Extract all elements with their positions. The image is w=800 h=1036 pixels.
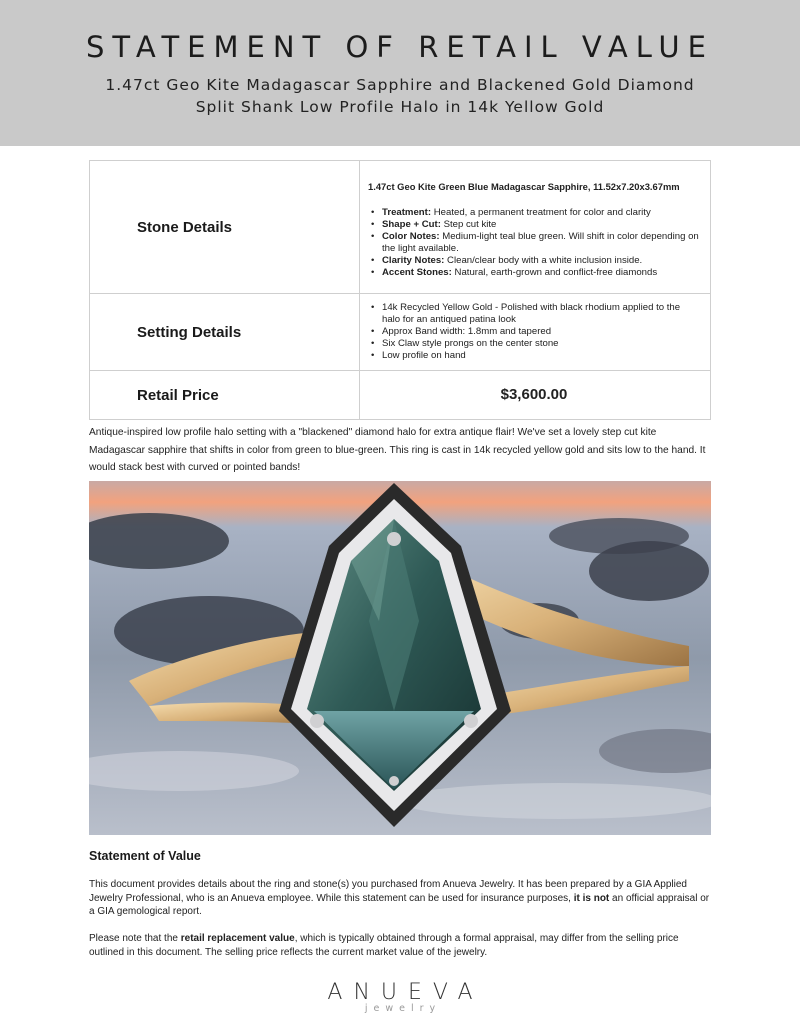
list-item: • 14k Recycled Yellow Gold - Polished with black rhodium applied to the halo for an antiqued patina look <box>368 302 700 326</box>
logo-brand: ANUEVA <box>327 980 484 1005</box>
details-table <box>89 160 711 420</box>
page-title: STATEMENT OF RETAIL VALUE <box>86 30 714 64</box>
ring-photo <box>89 481 711 835</box>
setting-details-row <box>90 294 711 371</box>
statement-paragraph-1: This document provides details about the ring and stone(s) you purchased from Anueva Jewelry. It has been prepared by a GIA Applied Jewelry Professional, who is an Anueva employee. While this statement can be used for insurance purposes, it is not an official appraisal or a GIA gemological report. <box>89 879 710 917</box>
logo-subtitle: jewelry <box>364 1003 442 1014</box>
statement-paragraph-2: Please note that the retail replacement value, which is typically obtained through a formal appraisal, may differ from the selling price outlined in this document. The selling price reflects the current market value of the jewelry. <box>89 933 679 958</box>
header-banner <box>0 0 800 146</box>
list-item: • Accent Stones: Natural, earth-grown and conflict-free diamonds <box>368 267 700 279</box>
stone-details-row <box>90 161 711 294</box>
anueva-logo <box>0 980 800 1014</box>
stone-details-label: Stone Details <box>90 161 360 294</box>
list-item: • Approx Band width: 1.8mm and tapered <box>368 326 700 338</box>
page-subtitle <box>60 74 740 118</box>
retail-price-row <box>90 371 711 420</box>
retail-price-label: Retail Price <box>90 371 360 420</box>
stone-title: 1.47ct Geo Kite Green Blue Madagascar Sapphire, 11.52x7.20x3.67mm <box>368 181 680 192</box>
list-item: • Shape + Cut: Step cut kite <box>368 219 700 231</box>
list-item: • Low profile on hand <box>368 350 700 362</box>
retail-price-value: $3,600.00 <box>360 371 711 420</box>
stone-details-list <box>368 207 700 279</box>
setting-details-value <box>360 294 711 371</box>
list-item: • Clarity Notes: Clean/clear body with a white inclusion inside. <box>368 255 700 267</box>
ring-description: Antique-inspired low profile halo setting with a "blackened" diamond halo for extra antique flair! We've set a lovely step cut kite Madagascar sapphire that shifts in color from green to blue-green. This ring is cast in 14k recycled yellow gold and sits low to the hand. It would stack best with curved or pointed bands! <box>89 427 706 473</box>
subtitle-line-1: 1.47ct Geo Kite Madagascar Sapphire and Blackened Gold Diamond <box>105 76 695 94</box>
statement-of-value-title: Statement of Value <box>89 849 201 863</box>
list-item: • Treatment: Heated, a permanent treatment for color and clarity <box>368 207 700 219</box>
ring-illustration <box>89 481 711 835</box>
list-item: • Six Claw style prongs on the center stone <box>368 338 700 350</box>
stone-details-value <box>360 161 711 294</box>
subtitle-line-2: Split Shank Low Profile Halo in 14k Yellow Gold <box>195 98 605 116</box>
list-item: • Color Notes: Medium-light teal blue green. Will shift in color depending on the light available. <box>368 231 700 255</box>
setting-details-list <box>368 302 700 362</box>
setting-details-label: Setting Details <box>90 294 360 371</box>
